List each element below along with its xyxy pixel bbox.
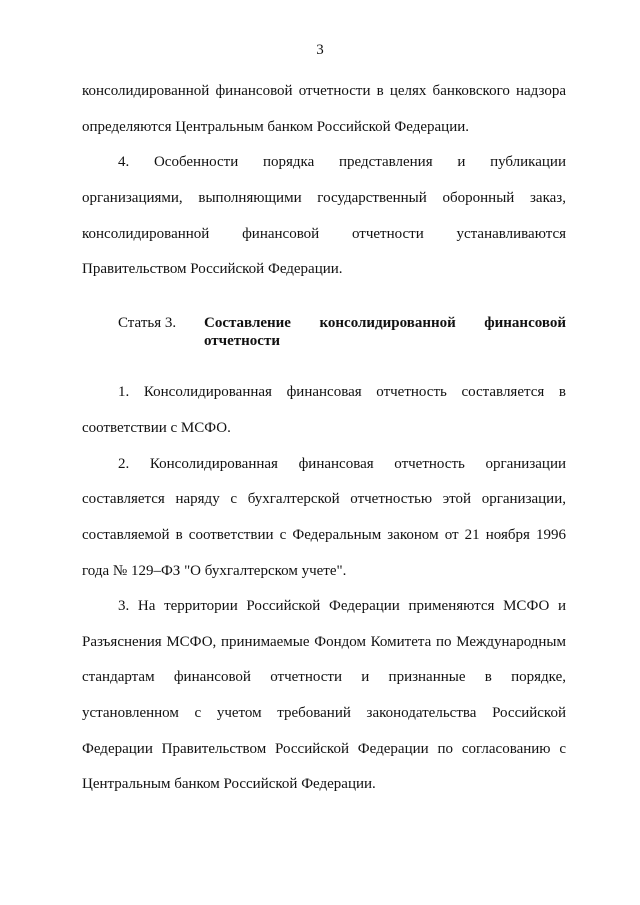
article-number: Статья 3.: [118, 315, 177, 331]
paragraph-5-line-6: Центральным банком Российской Федерации.: [82, 776, 376, 792]
paragraph-2-line-2: организациями, выполняющими государственный оборонный заказ,: [82, 190, 566, 206]
page-number: 3: [316, 42, 324, 58]
paragraph-5-line-3: стандартам финансовой отчетности и признанные в порядке,: [82, 669, 566, 685]
paragraph-5-line-5: Федерации Правительством Российской Федерации по согласованию с: [82, 741, 566, 757]
paragraph-3-line-1: 1. Консолидированная финансовая отчетность составляется в: [118, 384, 566, 400]
paragraph-1-line-2: определяются Центральным банком Российской Федерации.: [82, 119, 469, 135]
paragraph-4-line-3: составляемой в соответствии с Федеральным законом от 21 ноября 1996: [82, 527, 566, 543]
paragraph-2-line-3: консолидированной финансовой отчетности устанавливаются: [82, 226, 566, 242]
article-title-line-1: Составление консолидированной финансовой: [204, 315, 566, 331]
paragraph-4-line-1: 2. Консолидированная финансовая отчетность организации: [118, 456, 566, 472]
paragraph-5-line-2: Разъяснения МСФО, принимаемые Фондом Комитета по Международным: [82, 634, 566, 650]
paragraph-5-line-1: 3. На территории Российской Федерации применяются МСФО и: [118, 598, 566, 614]
paragraph-2-line-4: Правительством Российской Федерации.: [82, 261, 343, 277]
paragraph-1-line-1: консолидированной финансовой отчетности в целях банковского надзора: [82, 83, 566, 99]
paragraph-4-line-2: составляется наряду с бухгалтерской отчетностью этой организации,: [82, 491, 566, 507]
article-title-line-2: отчетности: [204, 333, 280, 349]
paragraph-3-line-2: соответствии с МСФО.: [82, 420, 231, 436]
paragraph-5-line-4: установленном с учетом требований законодательства Российской: [82, 705, 566, 721]
paragraph-2-line-1: 4. Особенности порядка представления и публикации: [118, 154, 566, 170]
paragraph-4-line-4: года № 129–ФЗ "О бухгалтерском учете".: [82, 563, 347, 579]
